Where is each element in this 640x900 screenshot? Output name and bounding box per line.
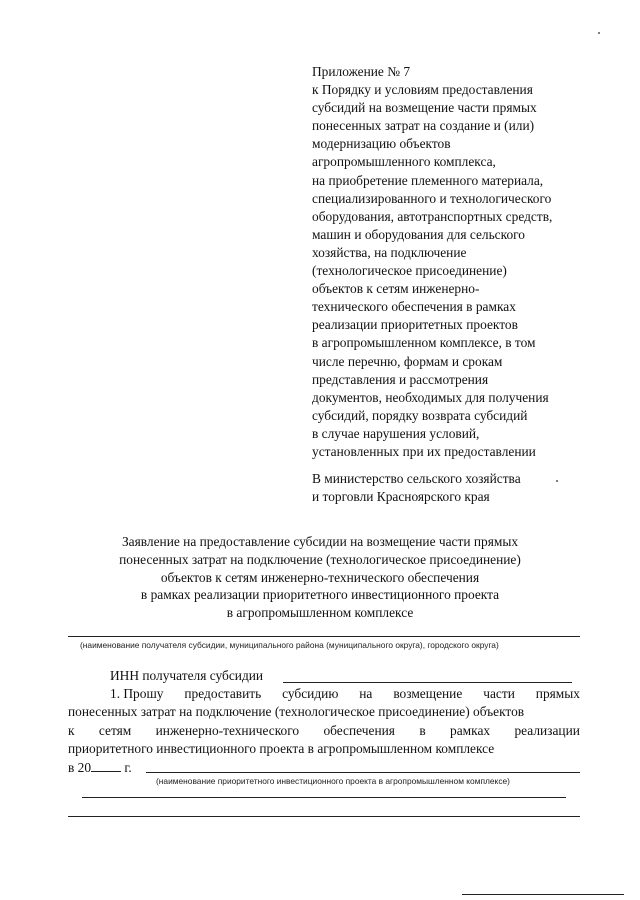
addressee-line: и торговли Красноярского края (312, 489, 490, 505)
title-line: понесенных затрат на подключение (технологическое присоединение) (119, 551, 521, 567)
appendix-line: модернизацию объектов (312, 136, 451, 152)
appendix-line: установленных при их предоставлении (312, 443, 536, 459)
year-prefix: в 20 (68, 759, 92, 775)
paragraph-line: понесенных затрат на подключение (технологическое присоединение) объектов (68, 704, 525, 720)
project-name-field[interactable] (146, 772, 580, 773)
appendix-line: агропромышленного комплекса, (312, 154, 496, 170)
appendix-line: машин и оборудования для сельского (312, 226, 525, 242)
footer-rule (462, 894, 624, 895)
title-line: в рамках реализации приоритетного инвестиционного проекта (140, 587, 500, 603)
appendix-line: представления и рассмотрения (312, 371, 489, 387)
recipient-name-field[interactable] (68, 636, 580, 637)
scan-speck (598, 32, 600, 34)
appendix-line: документов, необходимых для получения (312, 389, 549, 405)
recipient-caption: (наименование получателя субсидии, муниципального района (муниципального округа), городского округа) (80, 640, 499, 650)
appendix-line: оборудования, автотранспортных средств, (312, 208, 553, 224)
year-field[interactable] (91, 759, 121, 772)
title-line: Заявление на предоставление субсидии на возмещение части прямых (121, 534, 519, 549)
statement-title (60, 533, 580, 622)
appendix-line: к Порядку и условиям предоставления (312, 82, 533, 98)
paragraph-line: приоритетного инвестиционного проекта в агропромышленном комплексе (68, 741, 495, 757)
appendix-line: объектов к сетям инженерно- (312, 281, 480, 297)
appendix-header (312, 63, 612, 461)
scan-speck (556, 480, 558, 482)
appendix-line: числе перечню, формам и срокам (312, 353, 503, 369)
paragraph-1 (68, 685, 580, 777)
appendix-line: субсидий на возмещение части прямых (312, 100, 537, 116)
title-line: объектов к сетям инженерно-технического обеспечения (160, 569, 480, 585)
paragraph-line: 1. Прошу предоставить субсидию на возмещение части прямых (110, 686, 580, 701)
appendix-line: в случае нарушения условий, (312, 425, 480, 441)
appendix-line: реализации приоритетных проектов (312, 317, 518, 333)
appendix-line: технического обеспечения в рамках (312, 299, 516, 315)
project-name-field-line-3[interactable] (68, 816, 580, 817)
addressee-block (312, 470, 612, 507)
paragraph-line: к сетям инженерно-технического обеспечения в рамках реализации (68, 722, 580, 738)
project-caption: (наименование приоритетного инвестиционного проекта в агропромышленном комплексе) (156, 776, 510, 786)
appendix-line: специализированного и технологического (312, 190, 552, 206)
appendix-line: понесенных затрат на создание и (или) (312, 118, 535, 134)
inn-label: ИНН получателя субсидии (110, 668, 264, 683)
title-line: в агропромышленном комплексе (226, 605, 414, 621)
year-suffix: г. (124, 759, 132, 775)
project-name-field-line-2[interactable] (82, 797, 566, 798)
paragraph-line (68, 759, 580, 777)
inn-field[interactable] (283, 682, 572, 683)
inn-row (110, 668, 263, 684)
addressee-line: В министерство сельского хозяйства (312, 471, 521, 486)
appendix-line: Приложение № 7 (312, 64, 411, 79)
appendix-line: на приобретение племенного материала, (312, 172, 544, 188)
appendix-line: хозяйства, на подключение (312, 244, 467, 260)
appendix-line: (технологическое присоединение) (312, 263, 507, 279)
appendix-line: субсидий, порядку возврата субсидий (312, 407, 528, 423)
appendix-line: в агропромышленном комплексе, в том (312, 335, 536, 351)
